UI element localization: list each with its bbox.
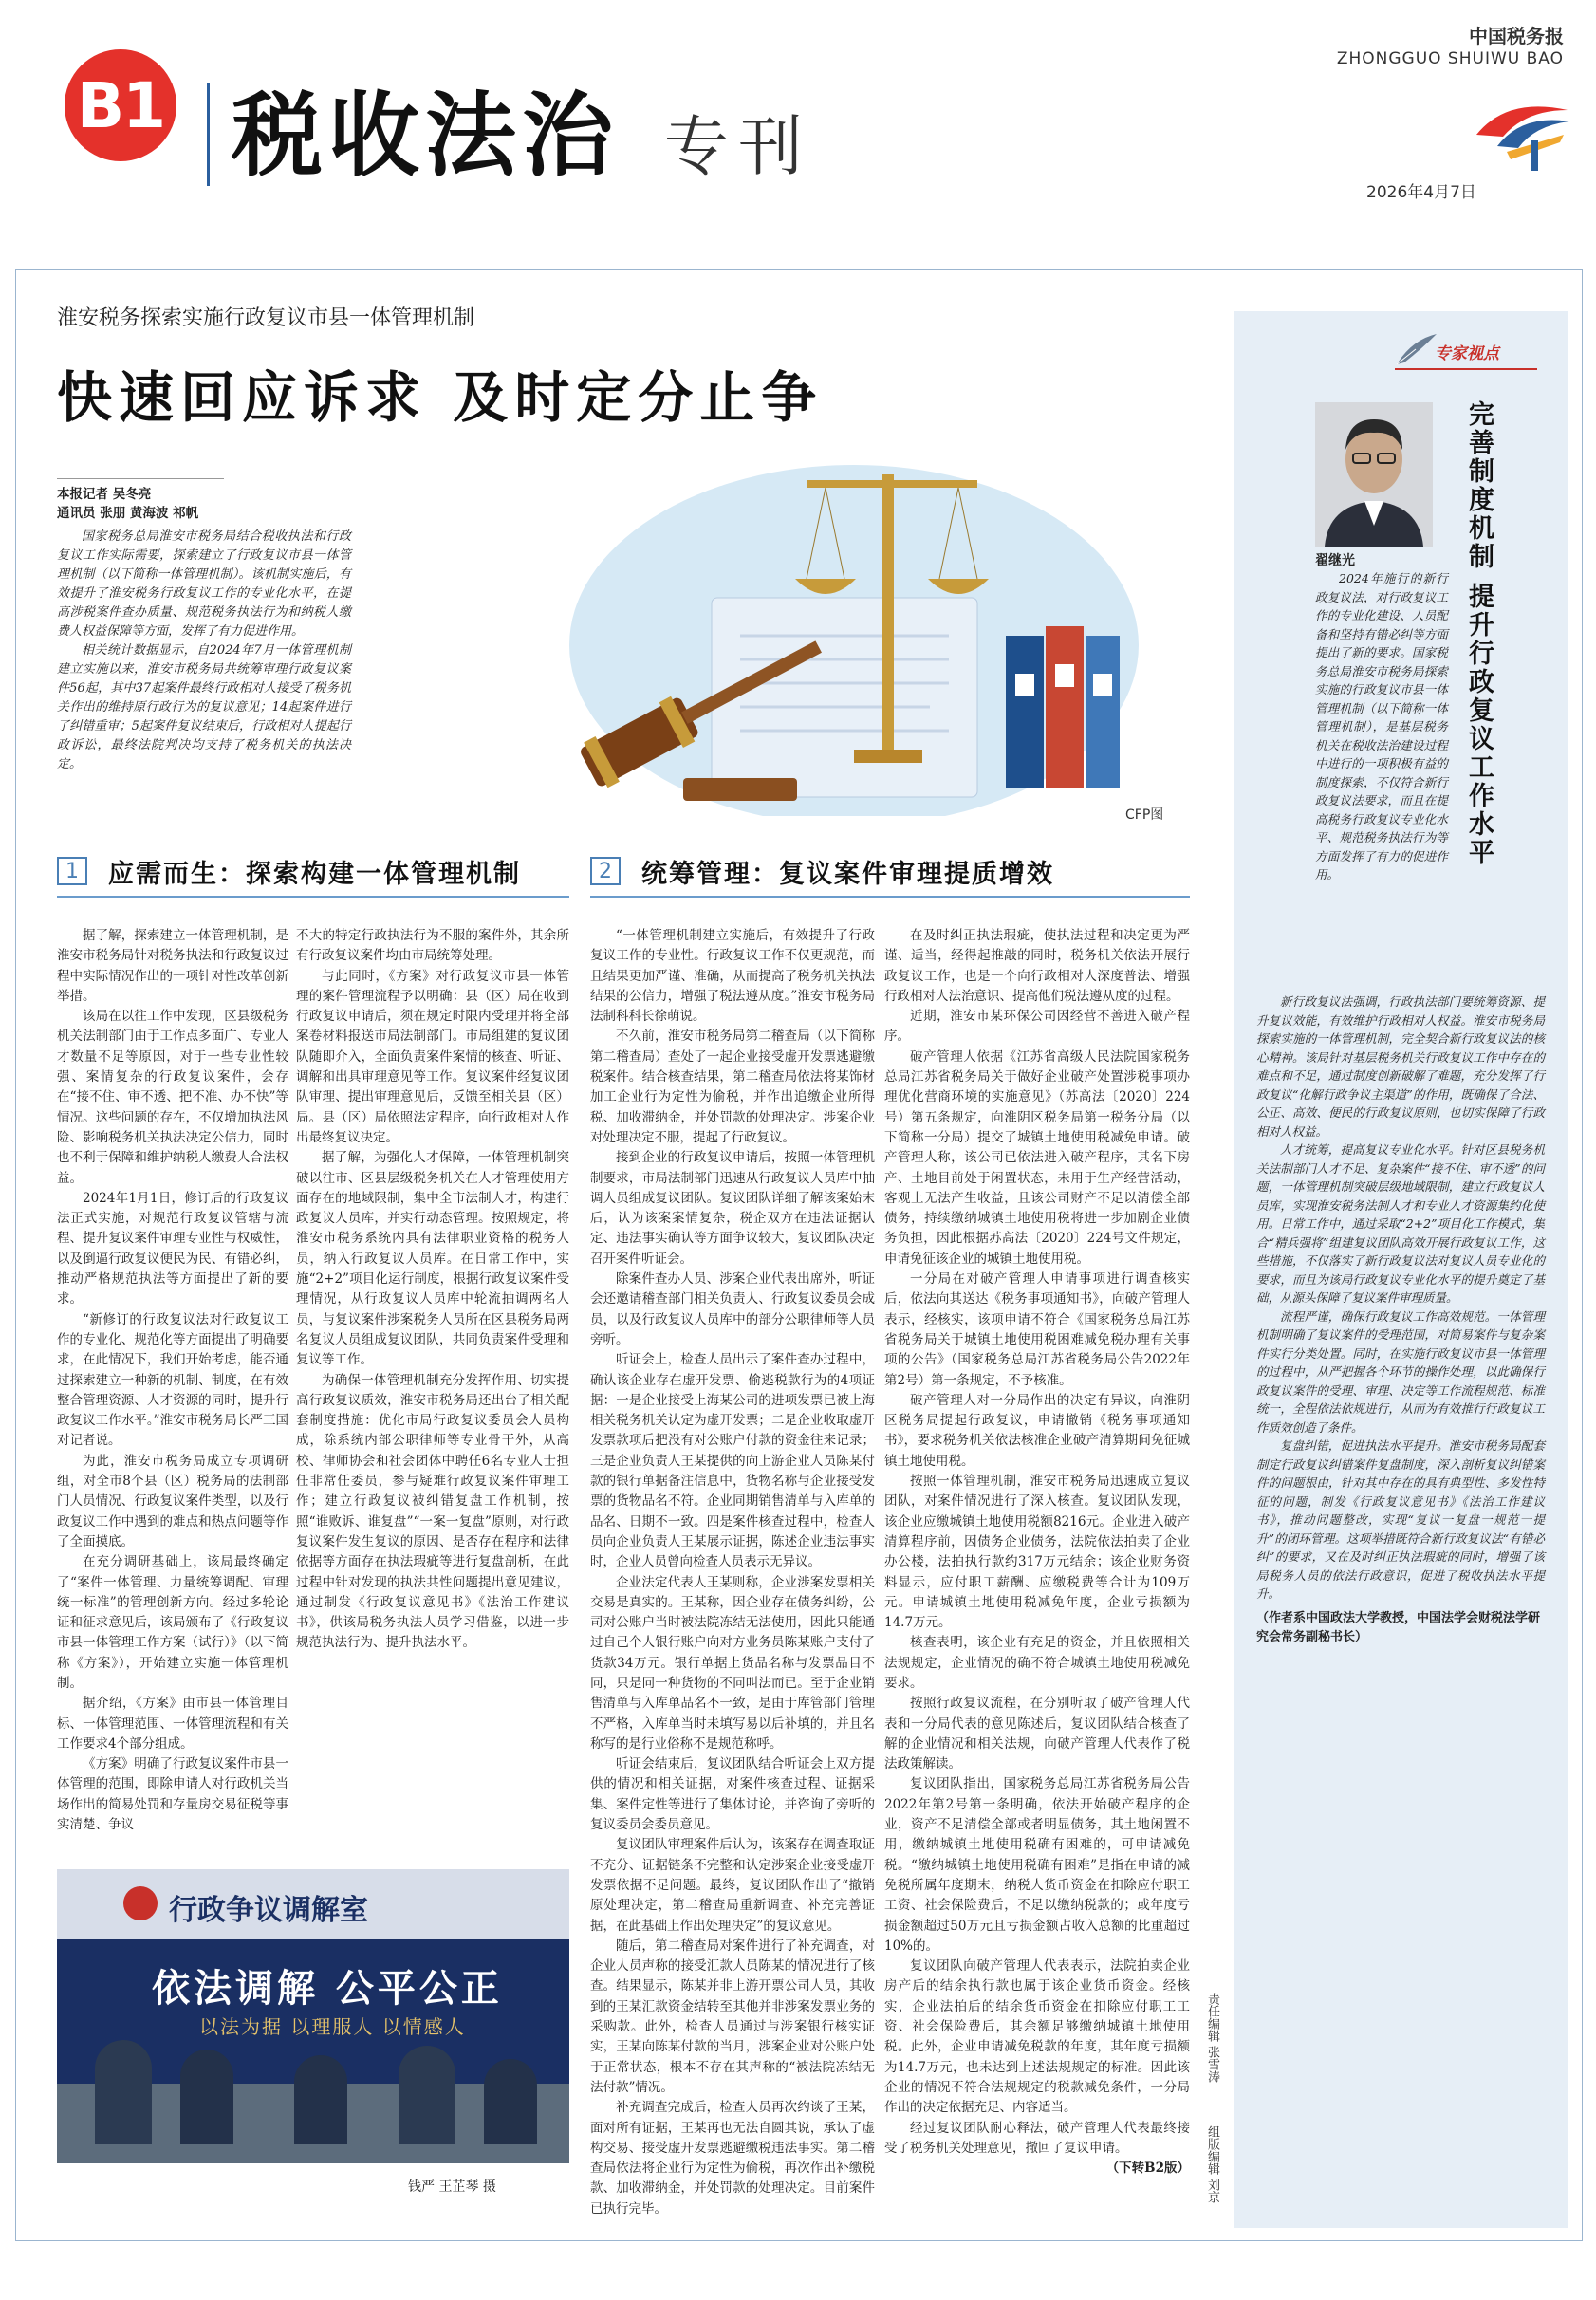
- paragraph: 按照一体管理机制，淮安市税务局迅速成立复议团队，对案件情况进行了深入核查。复议团队发现，该企业应缴城镇土地使用税额8216元。企业进入破产清算程序前，因债务企业债务，法院依法拍卖了企业办公楼，法拍执行款约317万元结余；该企业财务资料显示，应付职工薪酬、应缴税费等合计为109万元。申请城镇土地使用税减免年度，企业亏损额为14.7万元。: [884, 1474, 1190, 1631]
- scales-of-justice-illustration: [569, 446, 1158, 816]
- paragraph: 2024年1月1日，修订后的行政复议法正式实施，对规范行政复议管辖与流程、提升复议案件审理专业性与权威性，以及倒逼行政复议便民为民、有错必纠，推动严格规范执法等方面提出了新的要求。: [57, 1190, 288, 1308]
- article-headline: 快速回应诉求 及时定分止争: [57, 365, 824, 430]
- paragraph: 不大的特定行政执法行为不服的案件外，其余所有行政复议案件均由市局统筹处理。: [296, 928, 569, 964]
- section-1-heading: [57, 852, 521, 890]
- paragraph: 复议团队指出，国家税务总局江苏省税务局公告2022年第2号第一条明确，依法开始破产程序的企业，资产不足清偿全部或者明显债务，其土地闲置不用，缴纳城镇土地使用税确有困难的，可申请减免税。“缴纳城镇土地使用税确有困难”是指在申请的减免税所属年度期末，纳税人货币资金在扣除应付职工工资、社会保险费后，不足以缴纳税款的；或年度亏损金额超过50万元且亏损金额占收入总额的比重超过10%的。: [884, 1776, 1190, 1954]
- section-code-badge: [65, 49, 176, 161]
- paragraph: 流程严谨，确保行政复议工作高效规范。一体管理机制明确了复议案件的受理范围，对简易案件与复杂案件实行分类处置。同时，在实施行政复议市县一体管理的过程中，从严把握各个环节的操作处理，以此确保行政复议案件的受理、审理、决定等工作流程规范、标准统一，全程依法依规进行，从而为有效推行行政复议工作质效创造了条件。: [1256, 1308, 1545, 1435]
- paragraph: 补充调查完成后，检查人员再次约谈了王某，面对所有证据，王某再也无法自圆其说，承认了虚构交易、接受虚开发票逃避缴税违法事实。第二稽查局依法将企业行为定性为偷税，再次作出补缴税款、加收滞纳金，并处罚款的处理决定。目前案件已执行完毕。: [590, 2100, 875, 2217]
- paragraph: 听证会结束后，复议团队结合听证会上双方提供的情况和相关证据，对案件核查过程、证据采集、案件定性等进行了集体讨论，并咨询了旁听的复议委员会委员意见。: [590, 1756, 875, 1833]
- section-subtitle: 专刊: [664, 110, 813, 185]
- column-title: 完善制度机制 提升行政复议工作水平: [1464, 400, 1494, 868]
- paper-name-pinyin: ZHONGGUO SHUIWU BAO: [1336, 49, 1564, 68]
- section-code: B1: [76, 68, 165, 142]
- expert-column: [1234, 311, 1568, 2228]
- byline: [57, 478, 224, 523]
- column-tag-rule: [1395, 368, 1537, 370]
- tax-logo-icon: [1469, 93, 1575, 176]
- masthead: [0, 0, 1596, 228]
- author-name: 翟继光: [1315, 553, 1355, 568]
- photo-credit-banner: 钱严 王芷琴 摄: [408, 2179, 496, 2195]
- section-title: 税收法治: [232, 83, 619, 189]
- column-tag: 专家视点: [1435, 344, 1499, 363]
- paragraph: 破产管理人依据《江苏省高级人民法院国家税务总局江苏省税务局关于做好企业破产处置涉税事项办理优化营商环境的实施意见》（苏高法〔2020〕224号）第五条规定，向淮阴区税务局第一税务分局（以下简称一分局）提交了城镇土地使用税减免申请。破产管理人称，该公司已依法进入破产程序，其名下房产、土地目前处于闲置状态，未用于生产经营活动，客观上无法产生收益，且该公司财产不足以清偿全部债务，持续缴纳城镇土地使用税将进一步加剧企业债务负担，因此根据苏高法〔2020〕224号文件规定，申请免征该企业的城镇土地使用税。: [884, 1048, 1190, 1267]
- paragraph: 听证会上，检查人员出示了案件查办过程中，确认该企业存在虚开发票、偷逃税款行为的4项证据：一是企业接受上海某公司的进项发票已被上海相关税务机关认定为虚开发票；二是企业收取虚开发票款项后把没有对公账户付款的资金往来记录；三是企业负责人王某提供的向上游企业人员陈某付款的银行单据备注信息中，货物名称与企业接受发票的货物品名不符。企业同期销售清单与入库单的品名、日期不一致。四是案件核查过程中，检查人员向企业负责人王某展示证据，陈述企业违法事实时，企业人员曾向检查人员表示无异议。: [590, 1352, 875, 1570]
- quill-icon: [1393, 330, 1440, 368]
- issue-date: 2026年4月7日: [1366, 183, 1476, 202]
- byline-correspondents: 通讯员 张朋 黄海波 祁帆: [57, 506, 199, 521]
- paragraph: “一体管理机制建立实施后，有效提升了行政复议工作的专业性。行政复议工作不仅更规范，而且结果更加严谨、准确，从而提高了税务机关执法结果的公信力，增强了税法遵从度。”淮安市税务局法制科科长徐萌说。: [590, 928, 875, 1025]
- lede-paragraph: 相关统计数据显示，自2024年7月一体管理机制建立实施以来，淮安市税务局共统筹审理行政复议案件56起，其中37起案件最终行政相对人接受了税务机关作出的维持原行政行为的复议意见；14起案件进行了纠错重审；5起案件复议结束后，行政相对人提起行政诉讼，最终法院判决均支持了税务机关的执法决定。: [57, 643, 351, 771]
- paragraph: 随后，第二稽查局对案件进行了补充调查，对企业人员声称的接受汇款人员陈某的情况进行了核查。结果显示，陈某并非上游开票公司人员，其收到的王某汇款资金结转至其他并非涉案发票业务的采购款。此外，检查人员通过与涉案银行核实证实，王某向陈某付款的当月，涉案企业对公账户处于正常状态，根本不存在其声称的“被法院冻结无法付款”情况。: [590, 1938, 875, 2095]
- paragraph: 复议团队审理案件后认为，该案存在调查取证不充分、证据链条不完整和认定涉案企业接受虚开发票依据不足问题。最终，复议团队作出了“撤销原处理决定，第二稽查局重新调查、补充完善证据，在此基础上作出处理决定”的复议意见。: [590, 1837, 875, 1934]
- paragraph: 经过复议团队耐心释法，破产管理人代表最终接受了税务机关处理意见，撤回了复议申请。: [884, 2120, 1190, 2156]
- lede-paragraph: 国家税务总局淮安市税务局结合税收执法和行政复议工作实际需要，探索建立了行政复议市县一体管理机制（以下简称一体管理机制）。该机制实施后，有效提升了淮安税务行政复议工作的专业化水平，在提高涉税案件查办质量、规范税务执法行为和纳税人缴费人权益保障等方面，发挥了有力促进作用。: [57, 529, 351, 639]
- paragraph: 据了解，探索建立一体管理机制，是淮安市税务局针对税务执法和行政复议过程中实际情况作出的一项针对性改革创新举措。: [57, 928, 288, 1004]
- paragraph: 新行政复议法强调，行政执法部门要统筹资源、提升复议效能，有效维护行政相对人权益。淮安市税务局探索实施的一体管理机制，完全契合新行政复议法的核心精神。该局针对基层税务机关行政复议工作中存在的难点和不足，通过制度创新破解了难题，充分发挥了行政复议“化解行政争议主渠道”的作用，既确保了合法、公正、高效、便民的行政复议原则，也切实保障了行政相对人权益。: [1256, 994, 1545, 1139]
- paragraph: 为此，淮安市税务局成立专项调研组，对全市8个县（区）税务局的法制部门人员情况、行政复议案件类型，以及行政复议工作中遇到的难点和热点问题等作了全面摸底。: [57, 1453, 288, 1549]
- paragraph: 按照行政复议流程，在分别听取了破产管理人代表和一分局代表的意见陈述后，复议团队结合核查了解的企业情况和相关法规，向破产管理人代表作了税法政策解读。: [884, 1696, 1190, 1772]
- banner-sub: 以法为据 以理服人 以情感人: [199, 2015, 466, 2038]
- column-body: [1315, 569, 1448, 884]
- paragraph: 接到企业的行政复议申请后，按照一体管理机制要求，市局法制部门迅速从行政复议人员库中抽调人员组成复议团队。复议团队详细了解该案始末后，认为该案案情复杂，税企双方在违法证据认定、违法事实确认等方面争议较大，复议团队决定召开案件听证会。: [590, 1150, 875, 1267]
- editor-credit: 责任编辑 张雪涛: [1205, 1993, 1219, 2084]
- column-d: [884, 926, 1190, 2179]
- paragraph: 企业法定代表人王某则称，企业涉案发票相关交易是真实的。王某称，因企业存在债务纠纷，公司对公账户当时被法院冻结无法使用，因此只能通过自己个人银行账户向对方业务员陈某账户支付了货款34万元。银行单据上货品名称与发票品目不同，只是同一种货物的不同叫法而已。至于企业销售清单与入库单品名不一致，是由于库管部门管理不严格，入库单当时未填写易以后补填的，并且名称写的是行业俗称不是规范称呼。: [590, 1574, 875, 1752]
- paragraph: 该局在以往工作中发现，区县级税务机关法制部门由于工作点多面广、专业人才数量不足等原因，对于一些专业性较强、案情复杂的行政复议案件，会存在“接不住、审不透、把不准、办不快”等情况。这些问题的存在，不仅增加执法风险、影响税务机关执法决定公信力，同时也不利于保障和维护纳税人缴费人合法权益。: [57, 1009, 288, 1186]
- masthead-divider: [207, 83, 210, 186]
- paragraph: 核查表明，该企业有充足的资金，并且依照相关法规规定，企业情况的确不符合城镇土地使用税减免要求。: [884, 1635, 1190, 1691]
- banner-title: 行政争议调解室: [169, 1894, 368, 1927]
- paragraph: 除案件查办人员、涉案企业代表出席外，听证会还邀请稽查部门相关负责人、行政复议委员会成员，以及行政复议人员库中的部分公职律师等人员旁听。: [590, 1271, 875, 1347]
- paragraph: 在充分调研基础上，该局最终确定了“案件一体管理、力量统筹调配、审理统一标准”的管理创新方向。经过多轮论证和征求意见后，该局颁布了《行政复议市县一体管理工作方案（试行）》（以下简称《方案》），开始建立实施一体管理机制。: [57, 1554, 288, 1691]
- column-c: [590, 926, 875, 2219]
- paragraph: 复盘纠错，促进执法水平提升。淮安市税务局配套制定行政复议纠错案件复盘制度，深入剖析复议纠错案件的问题根由，针对其中存在的具有典型性、多发性特征的问题，制发《行政复议意见书》《法治工作建议书》，推动问题整改，实现“复议一复盘一规范一提升”的闭环管理。这项举措既符合新行政复议法“有错必纠”的要求，又在及时纠正执法瑕疵的同时，增强了该局税务人员的依法行政意识，促进了税收执法水平提升。: [1256, 1438, 1545, 1601]
- paragraph: 《方案》明确了行政复议案件市县一体管理的范围，即除申请人对行政机关当场作出的简易处罚和存量房交易征税等事实清楚、争议: [57, 1756, 288, 1833]
- lede: [57, 528, 351, 774]
- banner-slogan: 依法调解 公平公正: [152, 1966, 503, 2011]
- author-bio: （作者系中国政法大学教授，中国法学会财税法学研究会常务副秘书长）: [1256, 1610, 1541, 1644]
- paragraph: 复议团队向破产管理人代表表示，法院拍卖企业房产后的结余执行款也属于该企业货币资金。经核实，企业法拍后的结余货币资金在扣除应付职工工资、社会保险费后，其余额足够缴纳城镇土地使用税。此外，企业申请减免税款的年度，其年度亏损额为14.7万元，也未达到上述法规规定的标准。因此该企业的情况不符合法规规定的税款减免条件，一分局作出的决定依据充足、内容适当。: [884, 1958, 1190, 2116]
- column-b: [296, 926, 569, 1654]
- photo-credit-top: CFP图: [1125, 807, 1164, 823]
- paragraph: “新修订的行政复议法对行政复议工作的专业化、规范化等方面提出了明确要求，在此情况下，我们开始考虑，能否通过探索建立一种新的机制、制度，在有效整合管理资源、人才资源的同时，提升行政复议工作水平。”淮安市税务局长严三国对记者说。: [57, 1311, 288, 1449]
- layout-editor-credit: 组版编辑 刘京: [1205, 2125, 1219, 2204]
- section-number: 1: [57, 857, 87, 885]
- paragraph: 2024年施行的新行政复议法，对行政复议工作的专业化建设、人员配备和坚持有错必纠等方面提出了新的要求。国家税务总局淮安市税务局探索实施的行政复议市县一体管理机制（以下简称一体管理机制），是基层税务机关在税收法治建设过程中进行的一项积极有益的制度探索，不仅符合新行政复议法要求，而且在提高税务行政复议专业化水平、规范税务执法行为等方面发挥了有力的促进作用。: [1315, 571, 1448, 881]
- paragraph: 据介绍，《方案》由市县一体管理目标、一体管理范围、一体管理流程和有关工作要求4个部分组成。: [57, 1696, 288, 1752]
- paper-name-cn: 中国税务报: [1469, 25, 1564, 47]
- paragraph: 破产管理人对一分局作出的决定有异议，向淮阴区税务局提起行政复议，申请撤销《税务事项通知书》，要求税务机关依法核准企业破产清算期间免征城镇土地使用税。: [884, 1392, 1190, 1469]
- section-title: 统筹管理：复议案件审理提质增效: [641, 859, 1054, 889]
- column-body-wide: [1256, 992, 1545, 1647]
- article-kicker: 淮安税务探索实施行政复议市县一体管理机制: [57, 306, 475, 330]
- section-title: 应需而生：探索构建一体管理机制: [108, 859, 521, 889]
- section-rule: [590, 896, 1190, 898]
- paragraph: 近期，淮安市某环保公司因经营不善进入破产程序。: [884, 1009, 1190, 1045]
- column-a: [57, 926, 288, 1835]
- section-2-heading: [590, 852, 1054, 890]
- paragraph: 人才统筹，提高复议专业化水平。针对区县税务机关法制部门人才不足、复杂案件“接不住、审不透”的问题，一体管理机制突破层级地域限制，建立行政复议人员库，实现淮安税务法制人才和专业人才资源集约化使用。日常工作中，通过采取“2+2”项目化工作模式，集合“精兵强将”组建复议团队高效开展行政复议工作，这些措施，不仅落实了新行政复议法对复议人员专业化的要求，而且为该局行政复议专业化水平的提升奠定了基础，从源头保障了复议案件审理质量。: [1256, 1142, 1545, 1305]
- byline-reporter: 本报记者 吴冬亮: [57, 487, 152, 502]
- section-rule: [57, 896, 569, 898]
- paragraph: 在及时纠正执法瑕疵，使执法过程和决定更为严谨、适当，经得起推敲的同时，税务机关依法开展行政复议工作，也是一个向行政相对人深度普法、增强行政相对人法治意识、提高他们税法遵从度的过程。: [884, 928, 1190, 1004]
- author-portrait: [1315, 402, 1433, 547]
- paragraph: 为确保一体管理机制充分发挥作用、切实提高行政复议质效，淮安市税务局还出台了相关配套制度措施：优化市局行政复议委员会人员构成，除系统内部公职律师等专业骨干外，从高校、律师协会和社会团体中聘任6名专业人士担任非常任委员，参与疑难行政复议案件审理工作；建立行政复议被纠错复盘工作机制，按照“谁败诉、谁复盘”“一案一复盘”原则，对行政复议案件发生复议的原因、是否存在程序和法律依据等方面存在执法瑕疵等进行复盘剖析，在此过程中针对发现的执法共性问题提出意见建议，通过制发《行政复议意见书》《法治工作建议书》，供该局税务执法人员学习借鉴，以进一步规范执法行为、提升执法水平。: [296, 1372, 569, 1651]
- paragraph: 不久前，淮安市税务局第二稽查局（以下简称第二稽查局）查处了一起企业接受虚开发票逃避缴税案件。结合核查结果，第二稽查局依法将某饰材加工企业行为定性为偷税，并作出追缴企业所得税、加收滞纳金，并处罚款的处理决定。涉案企业对处理决定不服，提起了行政复议。: [590, 1029, 875, 1145]
- section-number: 2: [590, 857, 621, 885]
- paragraph: 一分局在对破产管理人申请事项进行调查核实后，依法向其送达《税务事项通知书》，向破产管理人表示，经核实，该项申请不符合《国家税务总局江苏省税务局关于城镇土地使用税困难减免税办理有关事项的公告》（国家税务总局江苏省税务局公告2022年第2号）第一条规定，不予核准。: [884, 1271, 1190, 1388]
- paragraph: 与此同时，《方案》对行政复议市县一体管理的案件管理流程予以明确：县（区）局在收到行政复议申请后，须在规定时限内受理并将全部案卷材料报送市局法制部门。市局组建的复议团队随即介入，全面负责案件案情的核查、听证、调解和出具审理意见等工作。复议案件经复议团队审理、提出审理意见后，反馈至相关县（区）局。县（区）局依照法定程序，向行政相对人作出最终复议决定。: [296, 968, 569, 1145]
- mediation-room-photo: [57, 1869, 569, 2163]
- continued-note: （下转B2版）: [1105, 2161, 1190, 2177]
- paragraph: 据了解，为强化人才保障，一体管理机制突破以往市、区县层级税务机关在人才管理使用方面存在的地域限制，集中全市法制人才，构建行政复议人员库，并实行动态管理。按照规定，将淮安市税务系统内具有法律职业资格的税务人员，纳入行政复议人员库。在日常工作中，实施“2+2”项目化运行制度，根据行政复议案件受理情况，从行政复议人员库中轮流抽调两名人员，与复议案件涉案税务人员所在区县税务局两名复议人员组成复议团队，共同负责案件受理和复议等工作。: [296, 1150, 569, 1368]
